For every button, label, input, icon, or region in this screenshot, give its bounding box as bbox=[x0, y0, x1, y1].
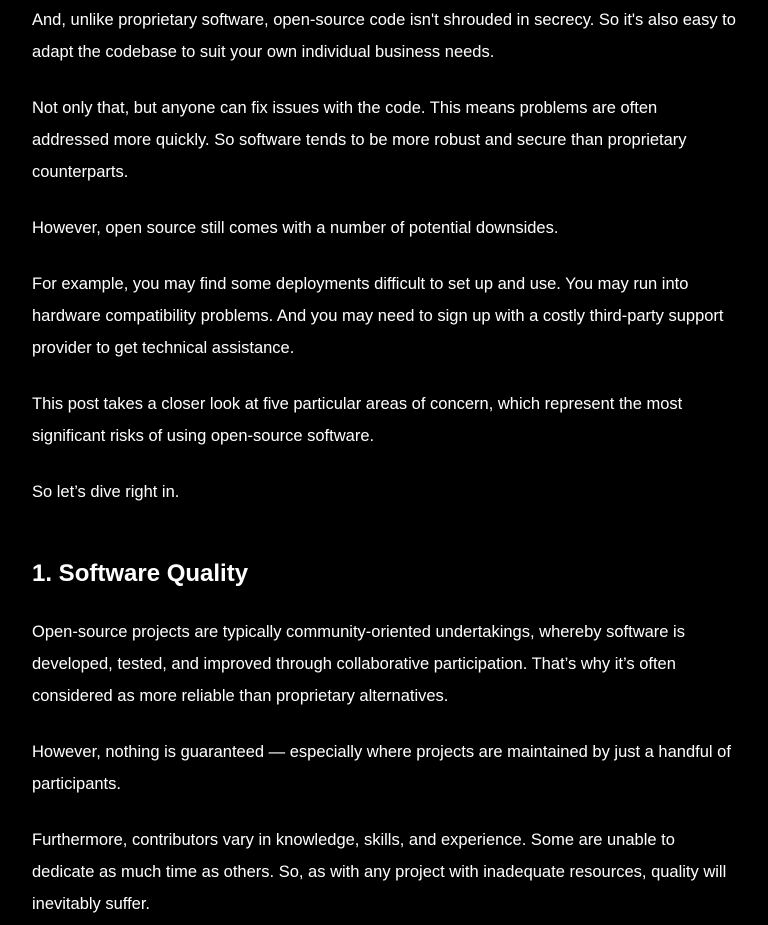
paragraph: Not only that, but anyone can fix issues with the code. This means problems are often addressed more quickly. So software tends to be more robust and secure than proprietary counterparts. bbox=[32, 99, 687, 181]
paragraph: Open-source projects are typically community-oriented undertakings, whereby software is developed, tested, and improved through collaborative participation. That’s why it’s often considered as more reliable than proprietary alternatives. bbox=[32, 623, 685, 705]
paragraph: So let’s dive right in. bbox=[32, 483, 180, 501]
paragraph: However, nothing is guaranteed — especially where projects are maintained by just a handful of participants. bbox=[32, 743, 731, 793]
section-heading: 1. Software Quality bbox=[32, 560, 249, 587]
paragraph: This post takes a closer look at five particular areas of concern, which represent the most significant risks of using open-source software. bbox=[32, 395, 683, 445]
paragraph: For example, you may find some deployments difficult to set up and use. You may run into hardware compatibility problems. And you may need to sign up with a costly third-party support provider to get technical assistance. bbox=[32, 275, 724, 357]
paragraph: And, unlike proprietary software, open-source code isn't shrouded in secrecy. So it's also easy to adapt the codebase to suit your own individual business needs. bbox=[32, 11, 736, 61]
paragraph: However, open source still comes with a number of potential downsides. bbox=[32, 219, 559, 237]
paragraph: Furthermore, contributors vary in knowledge, skills, and experience. Some are unable to dedicate as much time as others. So, as with any project with inadequate resources, quality will inevitably suffer. bbox=[32, 831, 727, 913]
